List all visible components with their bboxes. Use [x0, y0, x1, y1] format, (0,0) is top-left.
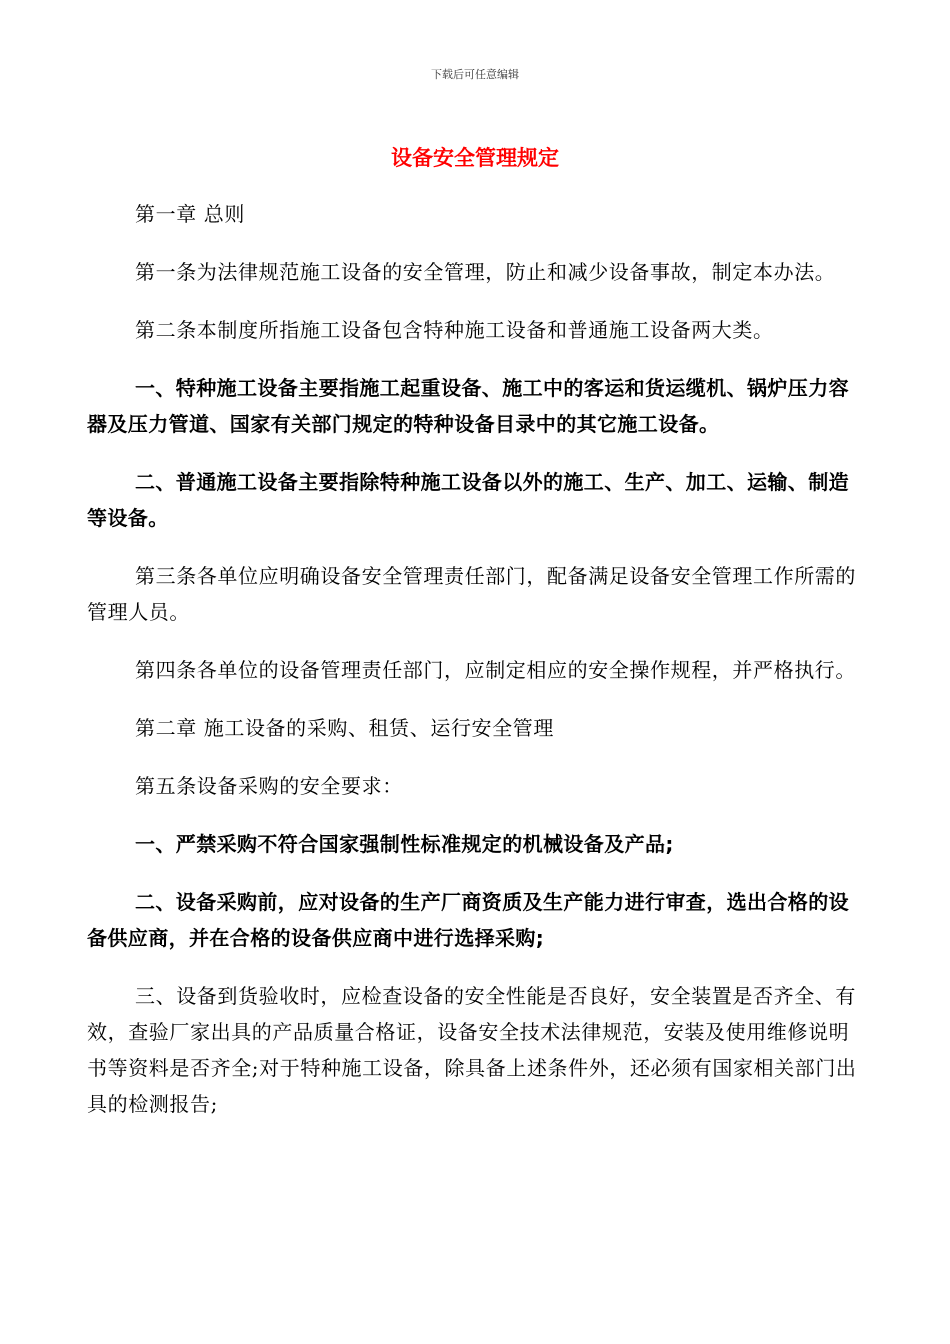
- chapter-heading-1: 第一章 总则: [135, 202, 245, 226]
- document-body: [87, 196, 863, 1144]
- article-5-item-3: 三、设备到货验收时，应检查设备的安全性能是否良好，安全装置是否齐全、有效，查验厂家出具的产品质量合格证，设备安全技术法律规范，安装及使用维修说明书等资料是否齐全;对于特种施工设备，除具备上述条件外，还必须有国家相关部门出具的检测报告;: [87, 984, 857, 1116]
- article-3: 第三条各单位应明确设备安全管理责任部门，配备满足设备安全管理工作所需的管理人员。: [87, 564, 856, 624]
- article-2: 第二条本制度所指施工设备包含特种施工设备和普通施工设备两大类。: [135, 318, 774, 342]
- header-note: 下载后可任意编辑: [431, 68, 519, 81]
- document-title: 设备安全管理规定: [391, 146, 559, 170]
- article-5-item-1: 一、严禁采购不符合国家强制性标准规定的机械设备及产品;: [135, 832, 674, 856]
- article-2-item-2: 二、普通施工设备主要指除特种施工设备以外的施工、生产、加工、运输、制造等设备。: [87, 470, 849, 530]
- article-5-item-2: 二、设备采购前，应对设备的生产厂商资质及生产能力进行审查，选出合格的设备供应商，并在合格的设备供应商中进行选择采购;: [87, 890, 849, 950]
- article-1: 第一条为法律规范施工设备的安全管理，防止和减少设备事故，制定本办法。: [135, 260, 836, 284]
- article-2-item-1: 一、特种施工设备主要指施工起重设备、施工中的客运和货运缆机、锅炉压力容器及压力管道、国家有关部门规定的特种设备目录中的其它施工设备。: [87, 376, 849, 436]
- chapter-heading-2: 第二章 施工设备的采购、租赁、运行安全管理: [135, 716, 554, 740]
- article-4: 第四条各单位的设备管理责任部门，应制定相应的安全操作规程，并严格执行。: [135, 658, 856, 682]
- article-5: 第五条设备采购的安全要求：: [135, 774, 403, 798]
